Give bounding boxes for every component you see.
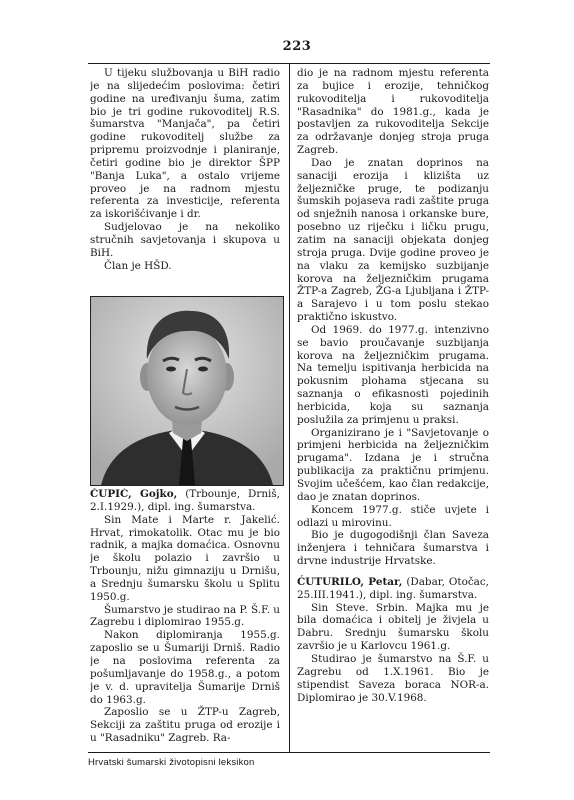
paragraph: Koncem 1977.g. stiče uvjete i odlazi u mirovinu. — [297, 503, 489, 529]
paragraph: Od 1969. do 1977.g. intenzivno se bavio proučavanje suzbijanja korova na željezničkim prugama. Na temelju ispitivanja herbicida na pokusnim plohama stjecana su saznanja o efikasnosti pojedinih herbicida, koja su saznanja poslužila za primjenu u praksi. — [297, 323, 489, 426]
paragraph: Organizirano je i "Savjetovanje o primjeni herbicida na željezničkim prugama". Izdana je i stručna publikacija za praktičnu primjenu. Svojim učešćem, kao član redakcije, dao je znatan doprinos. — [297, 426, 489, 503]
left-column — [90, 67, 280, 273]
biography-entry-cupic — [90, 488, 280, 514]
paragraph-continuation: dio je na radnom mjestu referenta za bujice i erozije, tehničkog rukovoditelja i rukovoditelja "Rasadnika" do 1981.g., kada je postavljen za rukovoditelja Sekcije za održavanje donjeg stroja pruga Zagreb. — [297, 67, 489, 157]
paragraph: Sin Mate i Marte r. Jakelić. Hrvat, rimokatolik. Otac mu je bio radnik, a majka domaćica. Osnovnu je školu polazio i završio u Trbounju, nižu gimnaziju u Drnišu, a Srednju šumarsku školu u Splitu 1950.g. — [90, 513, 280, 603]
biography-name: ĆUTURILO, Petar, — [297, 575, 403, 588]
footer-text: Hrvatski šumarski životopisni leksikon — [88, 757, 255, 768]
portrait-photo — [90, 296, 284, 486]
paragraph: U tijeku službovanja u BiH radio je na slijedećim poslovima: četiri godine na uređivanju šuma, zatim bio je tri godine rukovoditelj R.S. šumarstva "Manjača", pa četiri godine rukovoditelj službe za pripremu proizvodnje i planiranje, četiri godine bio je direktor ŠPP "Banja Luka", a ostalo vrijeme proveo je na radnom mjestu referenta za investicije, referenta za iskorišćivanje i dr. — [90, 67, 280, 221]
paragraph: Dao je znatan doprinos na sanaciji erozija i klizišta uz željezničke pruge, te podizanju šumskih pojaseva radi zaštite pruga od snježnih nanosa i orkanske bure, posebno uz riječku i ličku prugu, zatim na sanaciji objekata donjeg stroja pruga. Dvije godine proveo je na vlaku za kemijsko suzbijanje korova na željezničkim prugama ŽTP-a Zagreb, ŽG-a Ljubljana i ŽTP-a Sarajevo i u tom poslu stekao praktično iskustvo. — [297, 156, 489, 324]
paragraph: Studirao je šumarstvo na Š.F. u Zagrebu od 1.X.1961. Bio je stipendist Saveza boraca NOR-a. Diplomirao je 30.V.1968. — [297, 652, 489, 704]
paragraph: Bio je dugogodišnji član Saveza inženjera i tehničara šumarstva i drvne industrije Hrvatske. — [297, 529, 489, 568]
footer-rule — [88, 752, 490, 753]
column-divider — [289, 64, 290, 752]
paragraph: Sin Steve. Srbin. Majka mu je bila domaćica i obitelj je živjela u Dabru. Srednju šumarsku školu završio je u Karlovcu 1961.g. — [297, 601, 489, 653]
biography-summary: (Dabar, Otočac, 25.III.1941.), dipl. ing. šumarstva. — [297, 575, 489, 601]
paragraph: Zaposlio se u ŽTP-u Zagreb, Sekciji za zaštitu pruga od erozije i u "Rasadniku" Zagreb. Ra- — [90, 706, 280, 745]
left-column-biography — [90, 488, 280, 745]
biography-name: ČUPIĆ, Gojko, — [90, 488, 178, 500]
page-number: 223 — [282, 39, 312, 54]
paragraph: Nakon diplomiranja 1955.g. zaposlio se u Šumariji Drniš. Radio je na poslovima referenta za pošumljavanje do 1958.g., a potom je v. d. upravitelja Šumarije Drniš do 1963.g. — [90, 629, 280, 706]
paragraph: Član je HŠD. — [104, 259, 172, 272]
biography-entry-cuturilo — [297, 576, 489, 602]
paragraph: Sudjelovao je na nekoliko stručnih savjetovanja i skupova u BiH. — [90, 221, 280, 259]
biography-summary: (Trbounje, Drniš, 2.I.1929.), dipl. ing. šumarstva. — [90, 488, 280, 513]
right-column — [297, 67, 489, 704]
paragraph: Šumarstvo je studirao na P. Š.F. u Zagrebu i diplomirao 1955.g. — [90, 603, 280, 629]
